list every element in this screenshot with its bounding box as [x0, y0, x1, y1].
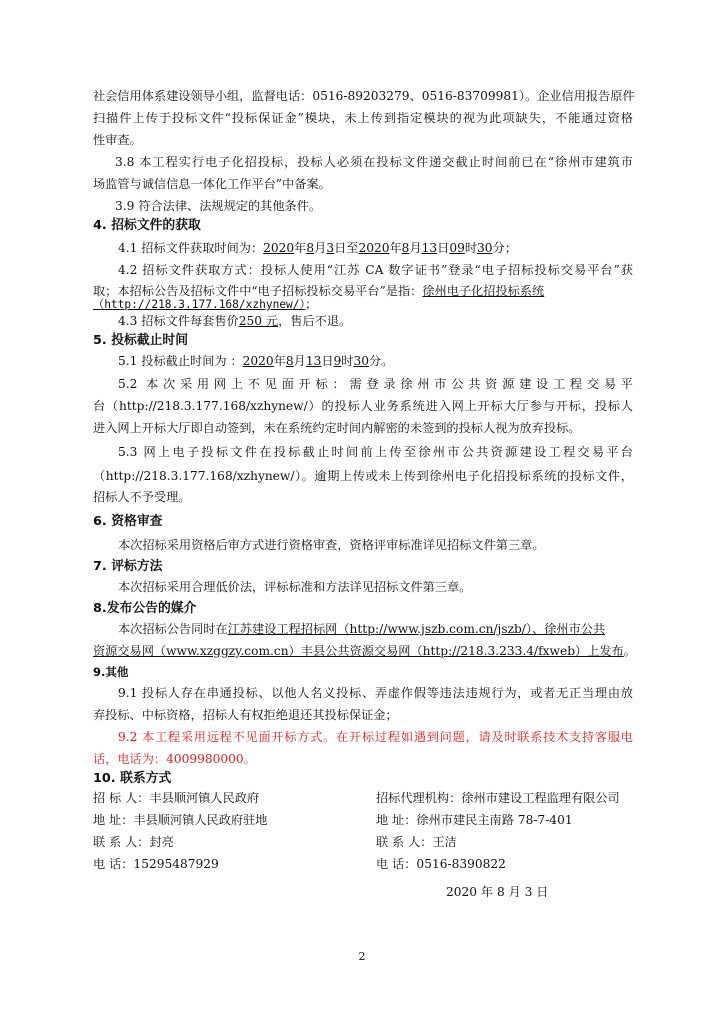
item-4-2-line-3: （http://218.3.177.168/xzhynew/）；	[93, 297, 318, 311]
page-number: 2	[358, 950, 366, 963]
item-5-2-line-3: 进入网上开标大厅即自动签到，未在系统约定时间内解密的未签到的投标人视为放弃投标。	[93, 421, 581, 435]
xuzhou-e-bidding-link[interactable]: 徐州电子化招投标系统	[422, 284, 545, 298]
agency-address: 地 址：徐州市建民主南路 78-7-401	[376, 813, 573, 827]
section-6-text: 本次招标采用资格后审方式进行资格审查，资格评审标准详见招标文件第三章。	[118, 538, 545, 552]
item-3-8-line-2: 场监管与诚信信息一体化工作平台”中备案。	[93, 177, 331, 191]
section-7-text: 本次招标采用合理低价法，评标标准和方法详见招标文件第三章。	[118, 580, 472, 594]
intro-line-3: 性审查。	[93, 133, 142, 147]
section-5-heading: 5. 投标截止时间	[93, 333, 189, 348]
section-8-line-1: 本次招标公告同时在江苏建设工程招标网（http://www.jszb.com.cn/jszb/）、徐州市公共	[118, 622, 606, 636]
item-4-2-line-1: 4.2 招标文件获取方式：投标人使用“江苏 CA 数字证书”登录“电子招标投标交易平台”获	[118, 263, 633, 277]
item-5-3-line-1: 5.3 网上电子投标文件在投标截止时间前上传至徐州市公共资源建设工程交易平台	[118, 445, 633, 459]
media-links-1[interactable]: 江苏建设工程招标网（http://www.jszb.com.cn/jszb/）、徐州市公共	[227, 622, 606, 636]
section-10-heading: 10. 联系方式	[93, 771, 172, 786]
item-9-1-line-1: 9.1 投标人存在串通投标、以他人名义投标、弄虚作假等违法违规行为，或者无正当理由放	[118, 686, 633, 700]
item-3-9: 3.9 符合法律、法规规定的其他条件。	[115, 199, 322, 213]
section-4-heading: 4. 招标文件的获取	[93, 218, 201, 233]
section-8-line-2: 资源交易网（www.xzggzy.com.cn）丰县公共资源交易网（http://218.3.233.4/fxweb）上发布。	[93, 644, 636, 658]
agency-name: 招标代理机构：徐州市建设工程监理有限公司	[376, 791, 620, 805]
section-8-heading: 8.发布公告的媒介	[93, 601, 197, 616]
item-4-3: 4.3 招标文件每套售价250 元，售后不退。	[118, 314, 352, 328]
intro-line-1: 社会信用体系建设领导小组，监督电话：0516-89203279、0516-83709981）。企业信用报告原件	[93, 89, 635, 103]
item-5-3-line-3: 招标人不予受理。	[93, 490, 191, 504]
item-5-1: 5.1 投标截止时间为 ：2020年8月13日9时30分。	[118, 354, 394, 368]
item-9-1-line-2: 弃投标、中标资格，招标人有权拒绝退还其投标保证金；	[93, 708, 398, 722]
agency-contact: 联 系 人：王洁	[376, 835, 457, 849]
item-9-2-line-2: 话，电话为：4009980000。	[93, 752, 256, 766]
item-5-2-line-2: 台（http://218.3.177.168/xzhynew/）的投标人业务系统进入网上开标大厅参与开标，投标人	[93, 399, 633, 413]
section-7-heading: 7. 评标方法	[93, 559, 163, 574]
item-5-2-line-1: 5.2 本次采用网上不见面开标：需登录徐州市公共资源建设工程交易平	[118, 377, 633, 391]
document-date: 2020 年 8 月 3 日	[446, 885, 549, 899]
tenderer-name: 招 标 人：丰县顺河镇人民政府	[93, 791, 260, 805]
section-9-heading: 9.其他	[93, 665, 129, 679]
item-5-3-line-2: （http://218.3.177.168/xzhynew/）。逾期上传或未上传到徐州电子化招投标系统的投标文件，	[93, 469, 633, 483]
media-links-2[interactable]: 资源交易网（www.xzggzy.com.cn）丰县公共资源交易网（http://218.3.233.4/fxweb）上发布	[93, 644, 624, 658]
tenderer-phone: 电 话：15295487929	[93, 857, 219, 871]
item-4-2-line-2: 取；本招标公告及招标文件中“电子招标投标交易平台”是指：徐州电子化招投标系统	[93, 284, 545, 298]
item-9-2-line-1: 9.2 本工程采用远程不见面开标方式。在开标过程如遇到问题，请及时联系技术支持客服电	[118, 730, 633, 744]
agency-phone: 电 话：0516-8390822	[376, 857, 506, 871]
item-3-8-line-1: 3.8 本工程实行电子化招投标，投标人必须在投标文件递交截止时间前已在“徐州市建筑市	[115, 155, 633, 169]
intro-line-2: 扫描件上传于投标文件“投标保证金”模块，未上传到指定模块的视为此项缺失，不能通过资格	[93, 111, 633, 125]
xuzhou-e-bidding-url[interactable]: （http://218.3.177.168/xzhynew/）	[93, 298, 306, 311]
tenderer-address: 地 址：丰县顺河镇人民政府驻地	[93, 813, 268, 827]
section-6-heading: 6. 资格审查	[93, 514, 163, 529]
tenderer-contact: 联 系 人：封亮	[93, 835, 174, 849]
item-4-1: 4.1 招标文件获取时间为：2020年8月3日至2020年8月13日09时30分；	[118, 241, 517, 255]
